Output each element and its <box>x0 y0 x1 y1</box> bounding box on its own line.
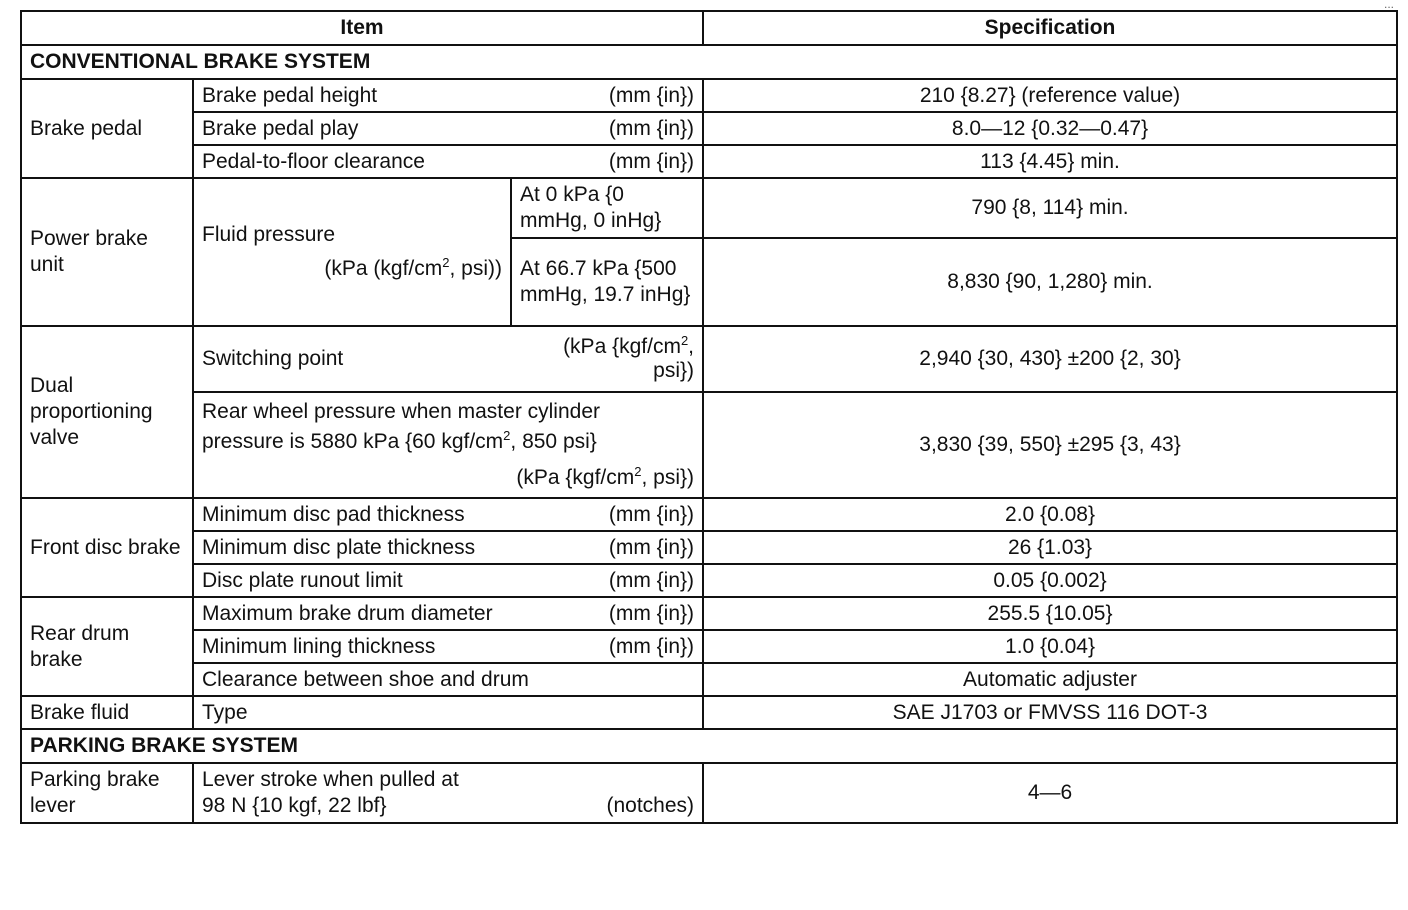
condition-cell: At 0 kPa {0 mmHg, 0 inHg} <box>511 178 703 238</box>
superscript: 2 <box>442 255 450 270</box>
header-row <box>21 11 1397 45</box>
header-specification: Specification <box>703 11 1397 45</box>
unit-label: (mm {in}) <box>608 601 695 625</box>
unit-part: , <box>688 335 695 358</box>
unit-label: (mm {in}) <box>608 149 695 173</box>
item-label: Brake pedal height <box>202 83 378 107</box>
unit-label: (mm {in}) <box>608 568 695 592</box>
table-row <box>21 663 1397 696</box>
spec-value: 26 {1.03} <box>703 531 1397 564</box>
spec-value: 210 {8.27} (reference value) <box>703 79 1397 112</box>
item-cell <box>193 663 703 696</box>
unit-label: (mm {in}) <box>608 116 695 140</box>
category-power-brake-unit: Power brake unit <box>21 178 193 326</box>
spec-value: 8,830 {90, 1,280} min. <box>703 238 1397 326</box>
item-cell <box>193 630 703 663</box>
section-row <box>21 729 1397 763</box>
item-cell <box>193 498 703 531</box>
item-label: Lever stroke when pulled at <box>202 768 459 791</box>
item-label: Brake pedal play <box>202 116 359 140</box>
item-label: Minimum lining thickness <box>202 634 436 658</box>
unit-part: (kPa {kgf/cm <box>563 335 681 358</box>
spec-value: 2,940 {30, 430} ±200 {2, 30} <box>703 326 1397 392</box>
category-parking-brake-lever: Parking brake lever <box>21 763 193 823</box>
item-label: Rear wheel pressure when master cylinder <box>202 400 601 423</box>
condition-cell: At 66.7 kPa {500 mmHg, 19.7 inHg} <box>511 238 703 326</box>
table-row <box>21 763 1397 823</box>
table-row <box>21 112 1397 145</box>
table-row <box>21 326 1397 392</box>
unit-part: , psi)) <box>449 257 502 280</box>
item-label: 98 N {10 kgf, 22 lbf} <box>202 794 387 817</box>
unit-label <box>563 335 694 383</box>
item-label: Fluid pressure <box>202 223 336 246</box>
item-label: Minimum disc pad thickness <box>202 502 465 526</box>
category-dual-proportioning-valve: Dual proportioning valve <box>21 326 193 498</box>
item-cell <box>193 112 703 145</box>
item-cell <box>193 564 703 597</box>
unit-label <box>202 256 502 282</box>
unit-label: (mm {in}) <box>608 535 695 559</box>
spec-value: 2.0 {0.08} <box>703 498 1397 531</box>
item-cell <box>193 597 703 630</box>
item-cell <box>193 145 703 178</box>
spec-value: 1.0 {0.04} <box>703 630 1397 663</box>
spec-value: 4—6 <box>703 763 1397 823</box>
item-label: Disc plate runout limit <box>202 568 403 592</box>
spec-value: 255.5 {10.05} <box>703 597 1397 630</box>
superscript: 2 <box>503 428 511 443</box>
category-rear-drum-brake: Rear drum brake <box>21 597 193 696</box>
table-row <box>21 597 1397 630</box>
spec-value: 8.0—12 {0.32—0.47} <box>703 112 1397 145</box>
category-front-disc-brake: Front disc brake <box>21 498 193 597</box>
item-label: Type <box>193 696 703 729</box>
item-cell <box>193 392 703 498</box>
unit-label: (mm {in}) <box>608 634 695 658</box>
item-label: Pedal-to-floor clearance <box>202 149 425 173</box>
table-row <box>21 498 1397 531</box>
spec-value: 113 {4.45} min. <box>703 145 1397 178</box>
specification-table <box>20 10 1398 824</box>
spec-value: Automatic adjuster <box>703 663 1397 696</box>
item-part: , 850 psi} <box>510 430 597 453</box>
item-cell <box>193 326 703 392</box>
table-row <box>21 630 1397 663</box>
unit-label: (mm {in}) <box>608 502 695 526</box>
category-brake-fluid: Brake fluid <box>21 696 193 729</box>
spec-value: 0.05 {0.002} <box>703 564 1397 597</box>
item-label: Minimum disc plate thickness <box>202 535 476 559</box>
category-brake-pedal: Brake pedal <box>21 79 193 178</box>
table-row <box>21 79 1397 112</box>
item-label: Maximum brake drum diameter <box>202 601 493 625</box>
unit-part: (kPa (kgf/cm <box>324 257 443 280</box>
spec-value: SAE J1703 or FMVSS 116 DOT-3 <box>703 696 1397 729</box>
table-row <box>21 392 1397 498</box>
unit-label: (notches) <box>606 794 695 817</box>
item-cell <box>193 178 511 326</box>
section-parking: PARKING BRAKE SYSTEM <box>21 729 1397 763</box>
item-label: Switching point <box>202 347 344 370</box>
item-label: Clearance between shoe and drum <box>202 667 529 691</box>
superscript: 2 <box>634 464 642 479</box>
table-row <box>21 696 1397 729</box>
item-part: pressure is 5880 kPa {60 kgf/cm <box>202 430 504 453</box>
spec-value: 3,830 {39, 550} ±295 {3, 43} <box>703 392 1397 498</box>
item-cell <box>193 531 703 564</box>
unit-part: (kPa {kgf/cm <box>516 466 635 489</box>
section-conventional: CONVENTIONAL BRAKE SYSTEM <box>21 45 1397 79</box>
table-row <box>21 531 1397 564</box>
item-cell <box>193 79 703 112</box>
table-row <box>21 145 1397 178</box>
unit-part: psi}) <box>653 359 695 382</box>
section-row <box>21 45 1397 79</box>
unit-label <box>202 463 694 493</box>
unit-part: , psi}) <box>641 466 695 489</box>
item-label <box>202 427 694 457</box>
page-mark: ... <box>1383 0 1394 11</box>
table-row <box>21 564 1397 597</box>
item-cell <box>193 763 703 823</box>
unit-label: (mm {in}) <box>608 83 695 107</box>
spec-value: 790 {8, 114} min. <box>703 178 1397 238</box>
table-row <box>21 178 1397 238</box>
superscript: 2 <box>680 333 689 348</box>
header-item: Item <box>21 11 703 45</box>
